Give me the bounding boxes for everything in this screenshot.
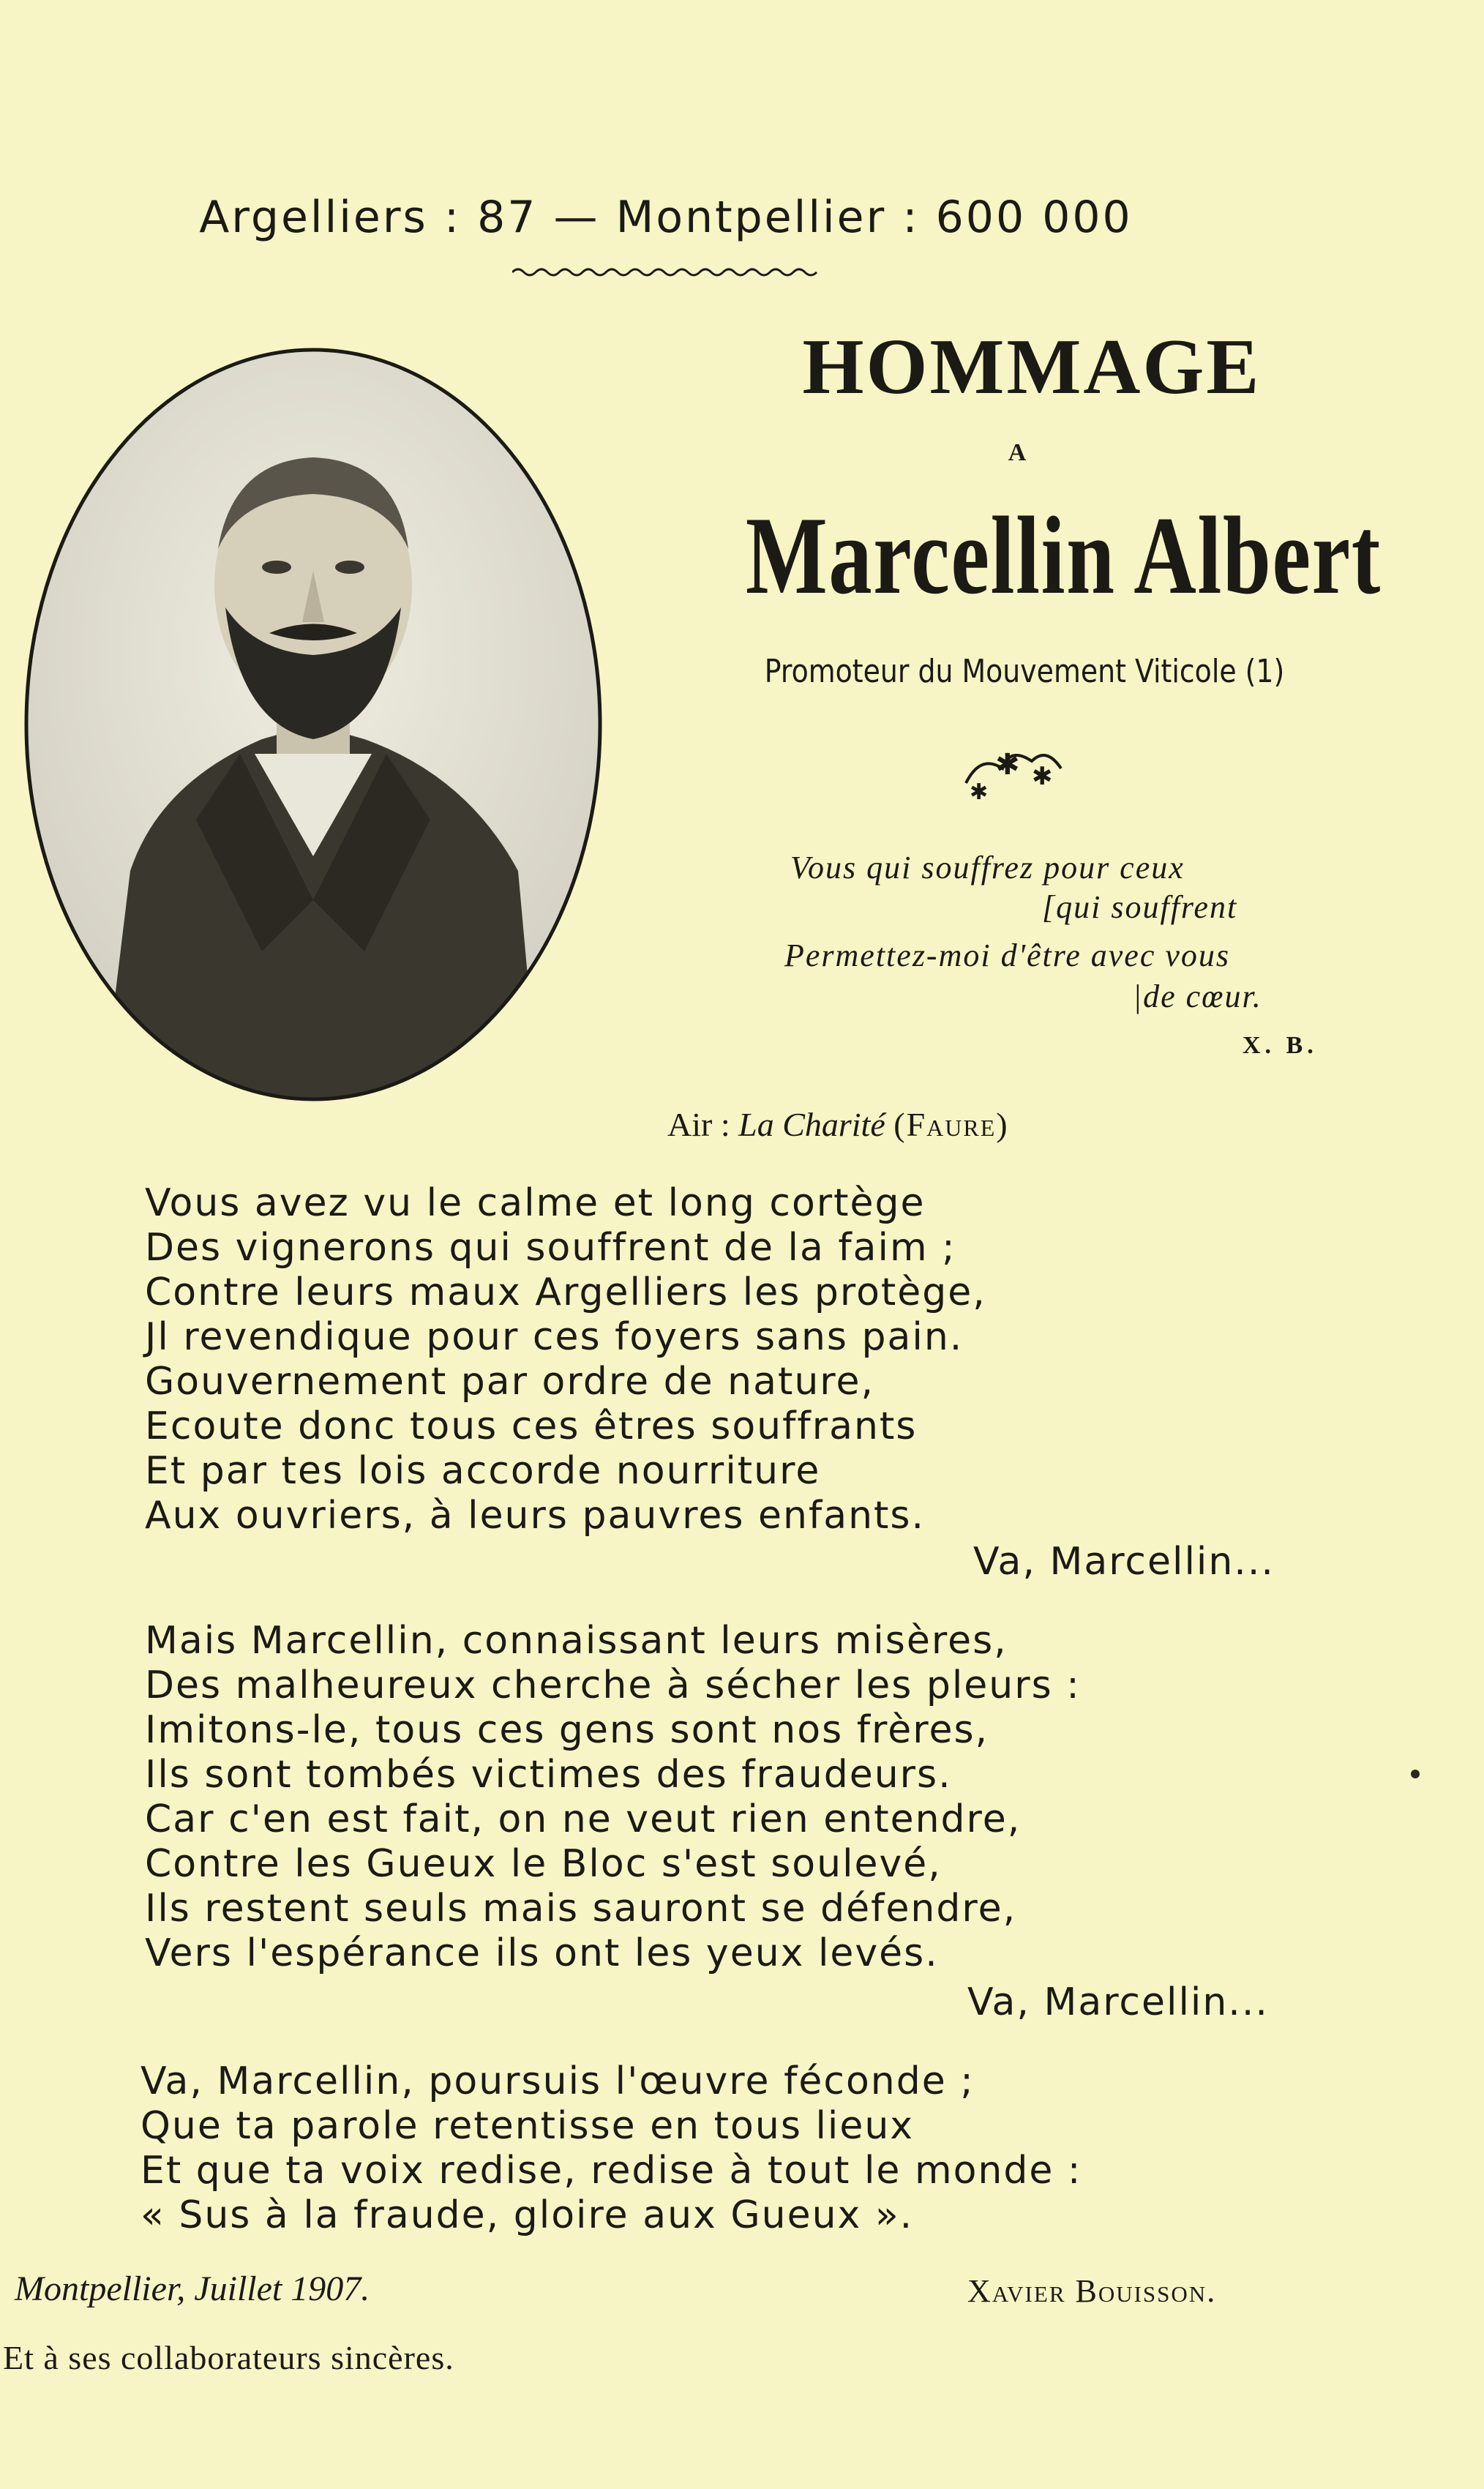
svg-text:✱: ✱	[1032, 762, 1053, 791]
subtitle: Promoteur du Mouvement Viticole (1)	[764, 653, 1285, 690]
verse-line: Vous avez vu le calme et long cortège	[145, 1181, 926, 1225]
verse-line: Vers l'espérance ils ont les yeux levés.	[145, 1931, 939, 1975]
epigraph-initials: X. B.	[1243, 1032, 1318, 1059]
title-hommage: HOMMAGE	[802, 323, 1262, 411]
air-title: La Charité	[738, 1106, 885, 1143]
stats-line: Argelliers : 87 — Montpellier : 600 000	[199, 192, 1133, 243]
verse-line: Ils sont tombés victimes des fraudeurs.	[145, 1753, 952, 1797]
air-prefix: Air :	[667, 1106, 730, 1143]
verse-line: Ecoute donc tous ces êtres souffrants	[145, 1404, 918, 1448]
verse-line: Et par tes lois accorde nourriture	[145, 1449, 821, 1493]
verse-line: Ils restent seuls mais sauront se défendre,	[145, 1887, 1017, 1931]
verse-line: Que ta parole retentisse en tous lieux	[140, 2104, 915, 2148]
verse-line: Va, Marcellin, poursuis l'œuvre féconde ;	[140, 2059, 975, 2103]
svg-text:✱: ✱	[995, 748, 1020, 782]
portrait-photograph	[20, 344, 606, 1112]
verse-line: « Sus à la fraude, gloire aux Gueux ».	[140, 2193, 914, 2237]
author-signature	[967, 2272, 1216, 2310]
verse-line: Jl revendique pour ces foyers sans pain.	[145, 1315, 964, 1359]
ink-speck	[1411, 1770, 1420, 1778]
stanza-1	[145, 1181, 986, 1538]
epigraph-line-2: Permettez-moi d'être avec vous	[784, 937, 1231, 973]
refrain-2: Va, Marcellin...	[967, 1980, 1269, 2024]
verse-line: Et que ta voix redise, redise à tout le monde :	[140, 2149, 1082, 2193]
author-name: Xavier Bouisson.	[967, 2273, 1217, 2309]
verse-line: Des vignerons qui souffrent de la faim ;	[145, 1226, 956, 1270]
stanza-2	[145, 1619, 1081, 1976]
epigraph-line-1: Vous qui souffrez pour ceux	[790, 850, 1185, 886]
verse-line: Mais Marcellin, connaissant leurs misères,	[145, 1619, 1008, 1663]
epigraph-line-1-cont: [qui souffrent	[1042, 889, 1238, 925]
epigraph-line-2-cont: |de cœur.	[1133, 978, 1262, 1014]
svg-text:✱: ✱	[970, 779, 989, 805]
air-line	[667, 1105, 1009, 1144]
title-name: Marcellin Albert	[745, 494, 1382, 617]
place-date: Montpellier, Juillet 1907.	[15, 2269, 370, 2308]
verse-line: Gouvernement par ordre de nature,	[145, 1360, 875, 1404]
verse-line: Imitons-le, tous ces gens sont nos frères,	[145, 1708, 989, 1752]
verse-line: Aux ouvriers, à leurs pauvres enfants.	[145, 1494, 926, 1538]
footnote: Et à ses collaborateurs sincères.	[3, 2339, 454, 2376]
verse-line: Car c'en est fait, on ne veut rien entendre,	[145, 1797, 1022, 1841]
title-a: A	[1008, 439, 1027, 466]
verse-line: Des malheureux cherche à sécher les pleurs :	[145, 1663, 1081, 1707]
stanza-3	[140, 2059, 1082, 2238]
verse-line: Contre les Gueux le Bloc s'est soulevé,	[145, 1842, 942, 1886]
verse-line: Contre leurs maux Argelliers les protège,	[145, 1270, 986, 1314]
floral-ornament-icon	[951, 739, 1083, 805]
air-composer: (Faure)	[893, 1106, 1009, 1143]
wavy-rule-ornament	[512, 265, 820, 280]
refrain-1: Va, Marcellin...	[973, 1540, 1275, 1584]
